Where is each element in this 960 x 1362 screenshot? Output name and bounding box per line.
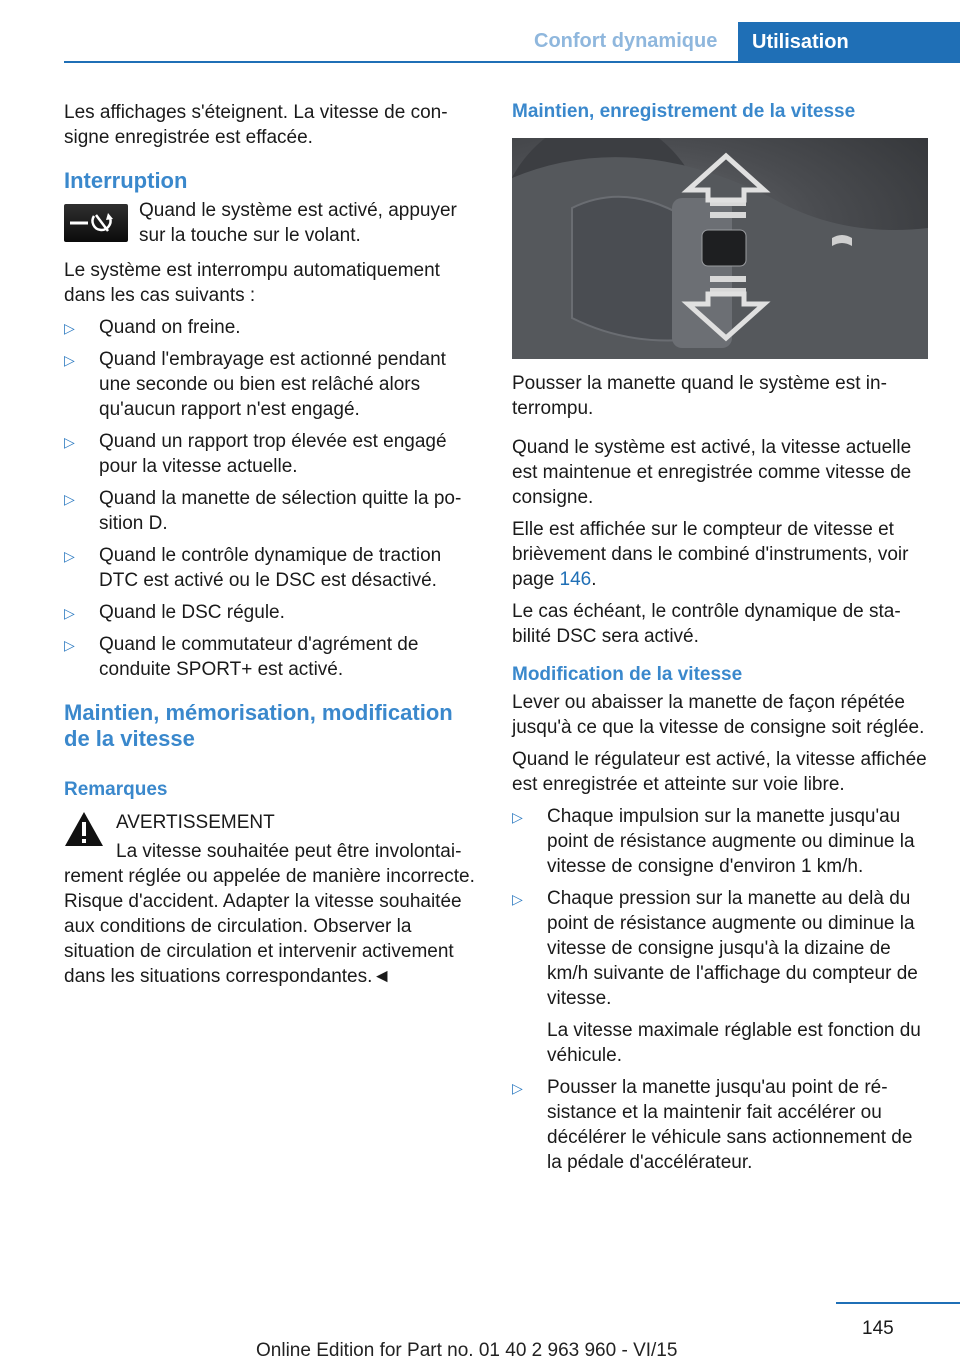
interrupt-button-text: Quand le système est activé, appuyer sur la touche sur le volant. — [139, 200, 457, 246]
heading-maintien-modification: Maintien, mémorisation, modification de la vitesse — [64, 700, 453, 751]
triangle-right-outline-icon: ▷ — [512, 1080, 523, 1096]
list-item: ▷ Quand un rapport trop élevée est engagé pour la vitesse actuelle. — [64, 431, 447, 477]
right-column — [512, 100, 930, 1182]
auto-interrupt-paragraph: Le système est interrompu automatiquement dans les cas suivants : — [64, 260, 440, 306]
edition-footer: Online Edition for Part no. 01 40 2 963 960 - VI/15 — [256, 1340, 678, 1361]
triangle-right-outline-icon: ▷ — [512, 891, 523, 907]
heading-interruption: Interruption — [64, 168, 188, 193]
regul-paragraph: Quand le régulateur est activé, la vitesse affichée est enregistrée et atteinte sur voie libre. — [512, 749, 927, 795]
triangle-right-outline-icon: ▷ — [64, 491, 75, 507]
list-item: ▷ Quand le contrôle dynamique de traction DTC est activé ou le DSC est désactivé. — [64, 545, 442, 591]
triangle-right-outline-icon: ▷ — [64, 320, 75, 336]
list-item: ▷ Quand on freine. — [64, 315, 482, 340]
triangle-right-outline-icon: ▷ — [512, 809, 523, 825]
warning-text: La vitesse souhaitée peut être involontairement réglée ou appelée de manière incorrecte. Risque d'accident. Adapter la vitesse souhaitée aux conditions de circulation. Observer la situation de circulation et intervenir activement dans les situations correspondantes.◄ — [64, 841, 475, 987]
list-item: ▷ Quand le DSC régule. — [64, 600, 482, 625]
heading-remarques: Remarques — [64, 779, 168, 800]
triangle-right-outline-icon: ▷ — [64, 605, 75, 621]
interrupt-button-row — [64, 198, 482, 248]
list-item: ▷ Quand l'embrayage est actionné pendant une seconde ou bien est relâché alors qu'aucun rapport n'est engagé. — [64, 349, 446, 420]
pousser-paragraph: Pousser la manette quand le système est interrompu. — [512, 373, 887, 419]
left-column — [64, 100, 482, 989]
heading-maintien-enregistrement: Maintien, enregistrement de la vitesse — [512, 101, 856, 122]
triangle-right-outline-icon: ▷ — [64, 352, 75, 368]
list-subnote: La vitesse maximale réglable est fonction du véhicule. — [547, 1020, 921, 1066]
list-item: ▷ Quand le commutateur d'agrément de conduite SPORT+ est activé. — [64, 634, 419, 680]
triangle-right-outline-icon: ▷ — [64, 548, 75, 564]
warning-triangle-icon — [64, 810, 104, 848]
affichee-paragraph: Elle est affichée sur le compteur de vitesse et brièvement dans le combiné d'instruments, voir page 146. — [512, 519, 909, 590]
list-item: ▷ Quand la manette de sélection quitte la position D. — [64, 488, 462, 534]
header-chapter-tab: Utilisation — [738, 22, 960, 62]
page-number: 145 — [862, 1318, 894, 1339]
lever-paragraph: Lever ou abaisser la manette de façon répétée jusqu'à ce que la vitesse de consigne soit réglée. — [512, 692, 925, 738]
heading-modification: Modification de la vitesse — [512, 664, 743, 685]
list-item: ▷ Chaque pression sur la manette au delà du point de résistance augmente ou diminue la vitesse de consigne jusqu'à la dizaine de km/h suivante de l'affichage du compteur de vitesse. La vitesse maximale réglable est fonction du véhicule. — [512, 886, 930, 1068]
header-section-title: Confort dynamique — [534, 30, 718, 52]
warning-box — [64, 810, 482, 989]
steering-wheel-lever-figure — [512, 138, 928, 359]
header-rule — [64, 61, 960, 63]
cruise-interrupt-button-icon — [64, 204, 128, 242]
triangle-right-outline-icon: ▷ — [64, 637, 75, 653]
page-link[interactable]: 146 — [559, 569, 592, 590]
dsc-paragraph: Le cas échéant, le contrôle dynamique de stabilité DSC sera activé. — [512, 601, 901, 647]
footer-rule — [836, 1302, 960, 1304]
active-paragraph: Quand le système est activé, la vitesse actuelle est maintenue et enregistrée comme vitesse de consigne. — [512, 437, 912, 508]
intro-paragraph: Les affichages s'éteignent. La vitesse de consigne enregistrée est effacée. — [64, 102, 448, 148]
triangle-right-outline-icon: ▷ — [64, 434, 75, 450]
list-item: ▷ Pousser la manette jusqu'au point de résistance et la maintenir fait accélérer ou décélérer le véhicule sans actionnement de la pédale d'accélérateur. — [512, 1077, 913, 1173]
list-item: ▷ Chaque impulsion sur la manette jusqu'au point de résistance augmente ou diminue la vitesse de consigne d'environ 1 km/h. — [512, 806, 915, 877]
interrupt-conditions-list — [64, 315, 482, 682]
speed-change-list — [512, 804, 930, 1175]
warning-title: AVERTISSEMENT — [116, 812, 275, 833]
